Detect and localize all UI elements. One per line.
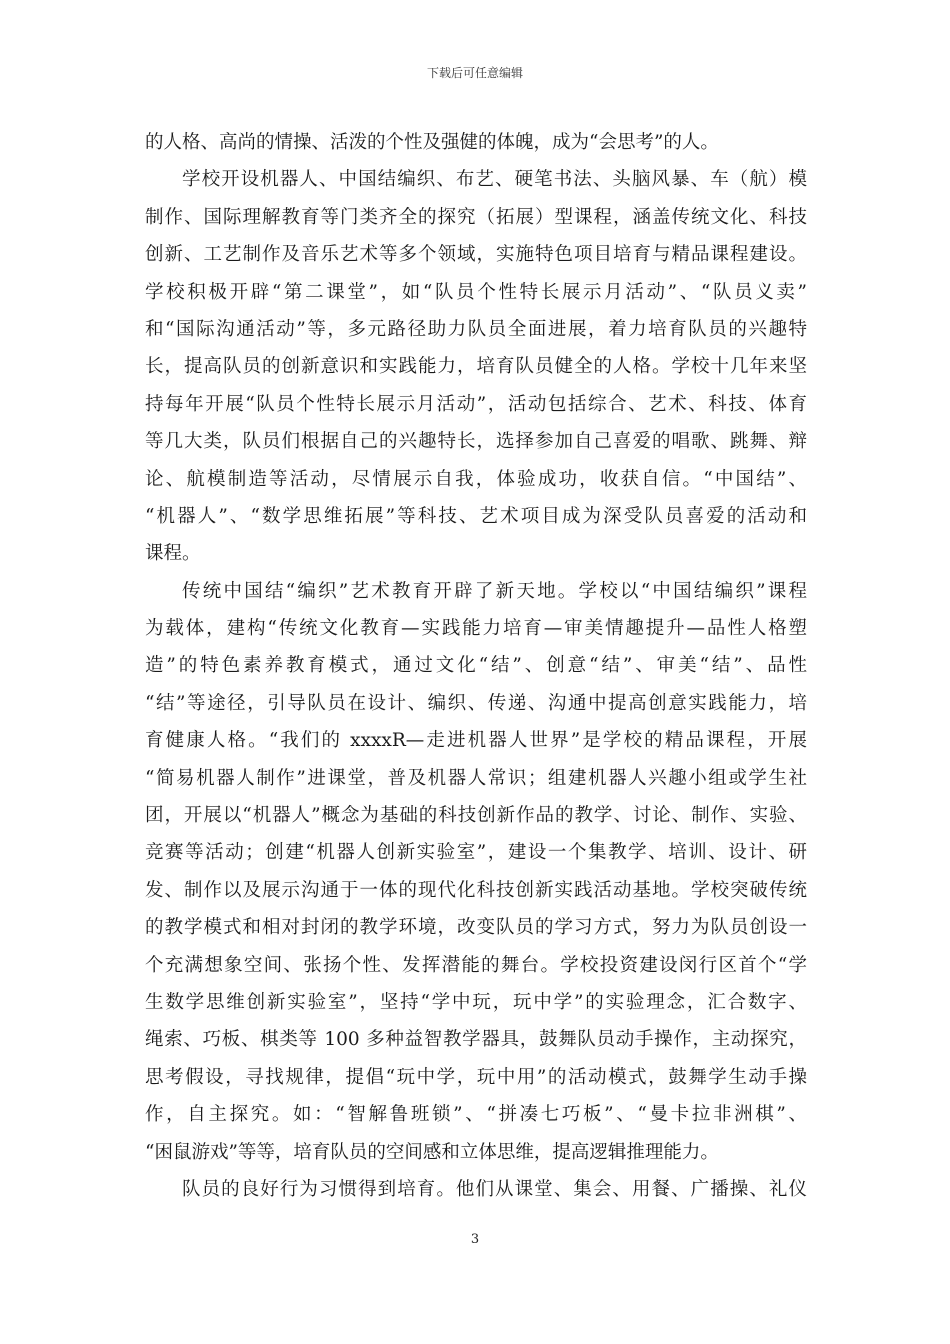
text-line: 造”的特色素养教育模式，通过文化“结”、创意“结”、审美“结”、品性: [145, 655, 807, 677]
text-line: 为载体，建构“传统文化教育—实践能力培育—审美情趣提升—品性人格塑: [145, 618, 807, 640]
text-line: 竞赛等活动；创建“机器人创新实验室”，建设一个集教学、培训、设计、研: [145, 842, 807, 864]
text-line: 创新、工艺制作及音乐艺术等多个领域，实施特色项目培育与精品课程建设。: [145, 244, 807, 266]
text-line: 生数学思维创新实验室”，坚持“学中玩，玩中学”的实验理念，汇合数字、: [145, 991, 807, 1013]
text-line: 论、航模制造等活动，尽情展示自我，体验成功，收获自信。“中国结”、: [145, 468, 807, 490]
text-line: 学校开设机器人、中国结编织、布艺、硬笔书法、头脑风暴、车（航）模: [182, 169, 807, 191]
text-line: 制作、国际理解教育等门类齐全的探究（拓展）型课程，涵盖传统文化、科技: [145, 206, 807, 228]
text-line: 发、制作以及展示沟通于一体的现代化科技创新实践活动基地。学校突破传统: [145, 879, 807, 901]
text-line: 队员的良好行为习惯得到培育。他们从课堂、集会、用餐、广播操、礼仪: [182, 1178, 807, 1200]
text-line: 课程。: [145, 543, 201, 565]
text-line: 学校积极开辟“第二课堂”，如“队员个性特长展示月活动”、“队员义卖”: [145, 281, 807, 303]
text-line: 和“国际沟通活动”等，多元路径助力队员全面进展，着力培育队员的兴趣特: [145, 318, 807, 340]
page-number: 3: [470, 1232, 480, 1247]
text-line: 育健康人格。“我们的 xxxxR—走进机器人世界”是学校的精品课程，开展: [145, 730, 807, 752]
text-line: 思考假设，寻找规律，提倡“玩中学，玩中用”的活动模式，鼓舞学生动手操: [145, 1066, 807, 1088]
text-line: 团，开展以“机器人”概念为基础的科技创新作品的教学、讨论、制作、实验、: [145, 805, 807, 827]
text-line: 绳索、巧板、棋类等 100 多种益智教学器具，鼓舞队员动手操作，主动探究，: [145, 1029, 807, 1051]
text-line: 作，自主探究。如：“智解鲁班锁”、“拼凑七巧板”、“曼卡拉非洲棋”、: [145, 1104, 807, 1126]
page-header: 下载后可任意编辑: [426, 66, 523, 80]
text-line: “机器人”、“数学思维拓展”等科技、艺术项目成为深受队员喜爱的活动和: [145, 505, 807, 527]
document-body: [145, 124, 807, 1208]
text-line: “结”等途径，引导队员在设计、编织、传递、沟通中提高创意实践能力，培: [145, 692, 807, 714]
text-line: “困鼠游戏”等等，培育队员的空间感和立体思维，提高逻辑推理能力。: [145, 1141, 719, 1163]
text-line: 等几大类，队员们根据自己的兴趣特长，选择参加自己喜爱的唱歌、跳舞、辩: [145, 431, 807, 453]
text-line: 的教学模式和相对封闭的教学环境，改变队员的学习方式，努力为队员创设一: [145, 917, 807, 939]
text-line: 传统中国结“编织”艺术教育开辟了新天地。学校以“中国结编织”课程: [182, 580, 807, 602]
text-line: 个充满想象空间、张扬个性、发挥潜能的舞台。学校投资建设闵行区首个“学: [145, 954, 807, 976]
text-line: “简易机器人制作”进课堂，普及机器人常识；组建机器人兴趣小组或学生社: [145, 767, 807, 789]
text-line: 的人格、高尚的情操、活泼的个性及强健的体魄，成为“会思考”的人。: [145, 132, 719, 153]
text-line: 长，提高队员的创新意识和实践能力，培育队员健全的人格。学校十几年来坚: [145, 356, 807, 378]
text-line: 持每年开展“队员个性特长展示月活动”，活动包括综合、艺术、科技、体育: [145, 393, 807, 415]
